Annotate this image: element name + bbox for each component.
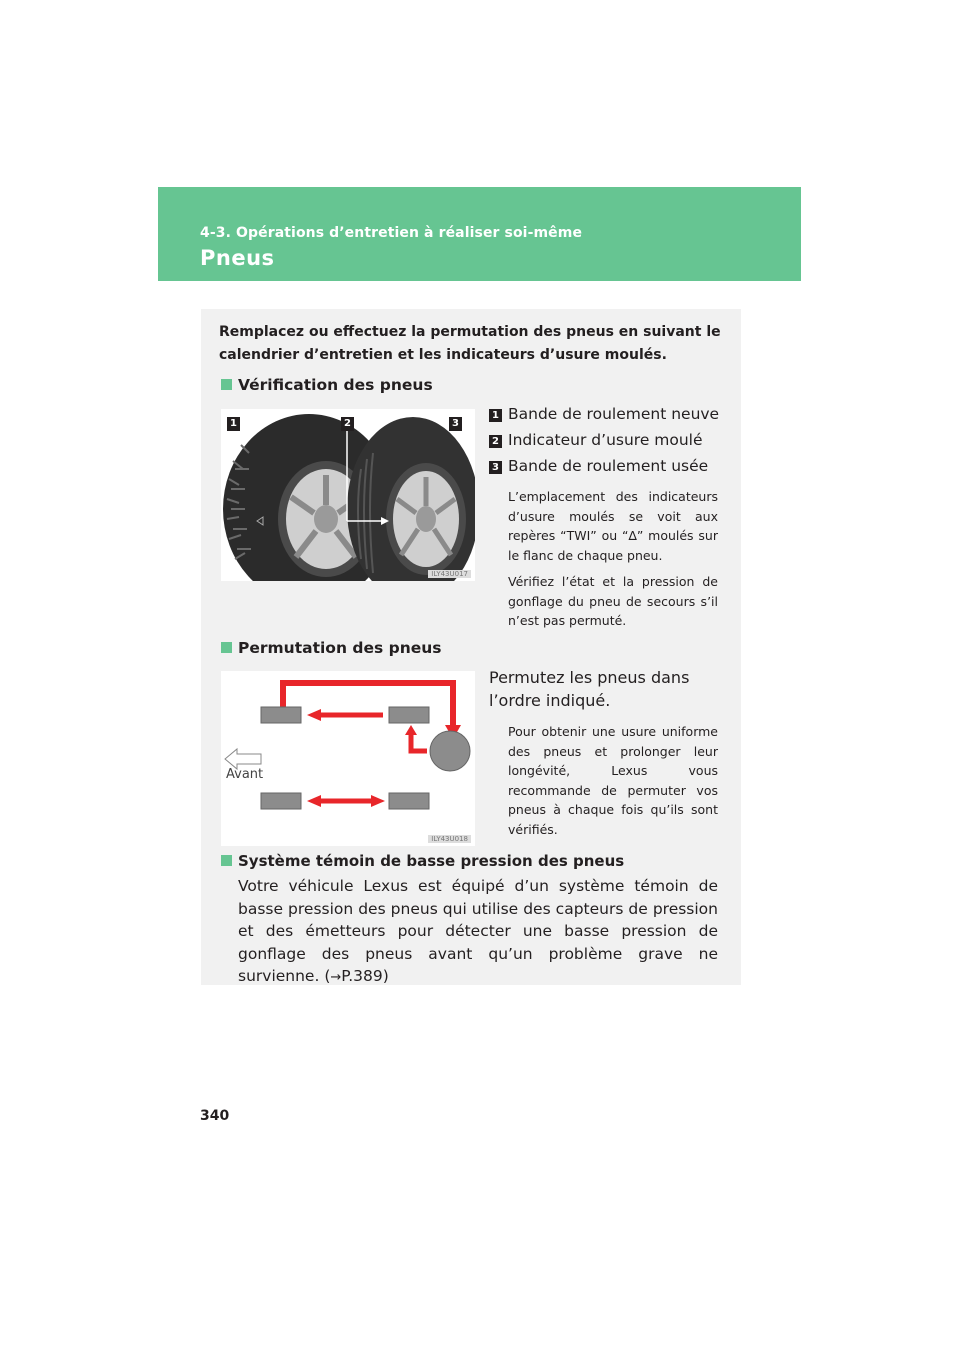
tpms-text: Votre véhicule Lexus est équipé d’un système témoin de basse pression des pneus qui utilise des capteurs de pression et des émetteurs pour détecter une basse pression de gonflage des pneus avant qu’un problème grave ne survienne. (→P.389) bbox=[238, 877, 718, 985]
legend-item-1: 1 Bande de roulement neuve bbox=[489, 405, 719, 423]
section-label: 4-3. Opérations d’entretien à réaliser soi-même bbox=[200, 225, 583, 241]
marker-1: 1 bbox=[230, 418, 237, 429]
tires-illustration bbox=[221, 409, 475, 581]
marker-3: 3 bbox=[452, 418, 459, 429]
legend-item-2: 2 Indicateur d’usure moulé bbox=[489, 431, 703, 449]
figure-code: ILY43U017 bbox=[428, 570, 471, 578]
legend-item-3: 3 Bande de roulement usée bbox=[489, 457, 708, 475]
wear-indicator-note: L’emplacement des indicateurs d’usure moulés se voit aux repères “TWI” ou “∆” moulés sur le flanc de chaque pneu. bbox=[508, 489, 718, 563]
figure-code: ILY43U018 bbox=[428, 835, 471, 843]
page-reference-link[interactable]: P.389 bbox=[341, 967, 383, 985]
front-label: Avant bbox=[226, 767, 264, 782]
rotation-instruction: Permutez les pneus dans l’ordre indiqué. bbox=[489, 668, 690, 710]
tire-rotation-heading: Permutation des pneus bbox=[221, 639, 442, 657]
square-bullet-icon bbox=[221, 855, 232, 866]
square-bullet-icon bbox=[221, 379, 232, 390]
square-bullet-icon bbox=[221, 642, 232, 653]
content-panel bbox=[201, 309, 741, 985]
rotation-note: Pour obtenir une usure uniforme des pneus et prolonger leur longévité, Lexus vous recommande de permuter vos pneus à chaque fois qu’ils sont vérifiés. bbox=[508, 724, 718, 837]
page-ref-arrow-icon: → bbox=[330, 970, 342, 985]
tire-rotation-figure bbox=[221, 671, 475, 846]
marker-2: 2 bbox=[344, 418, 351, 429]
page-number: 340 bbox=[200, 1108, 230, 1124]
page-title: Pneus bbox=[200, 246, 275, 270]
tire-check-heading: Vérification des pneus bbox=[221, 376, 433, 394]
tpms-heading: Système témoin de basse pression des pneus bbox=[221, 852, 624, 870]
section-header bbox=[158, 187, 801, 281]
rotation-diagram bbox=[221, 671, 475, 846]
intro-text: Remplacez ou effectuez la permutation des pneus en suivant le calendrier d’entretien et les indicateurs d’usure moulés. bbox=[219, 324, 721, 363]
tire-wear-figure bbox=[221, 409, 475, 581]
spare-tire-note: Vérifiez l’état et la pression de gonflage du pneu de secours s’il n’est pas permuté. bbox=[508, 574, 718, 628]
